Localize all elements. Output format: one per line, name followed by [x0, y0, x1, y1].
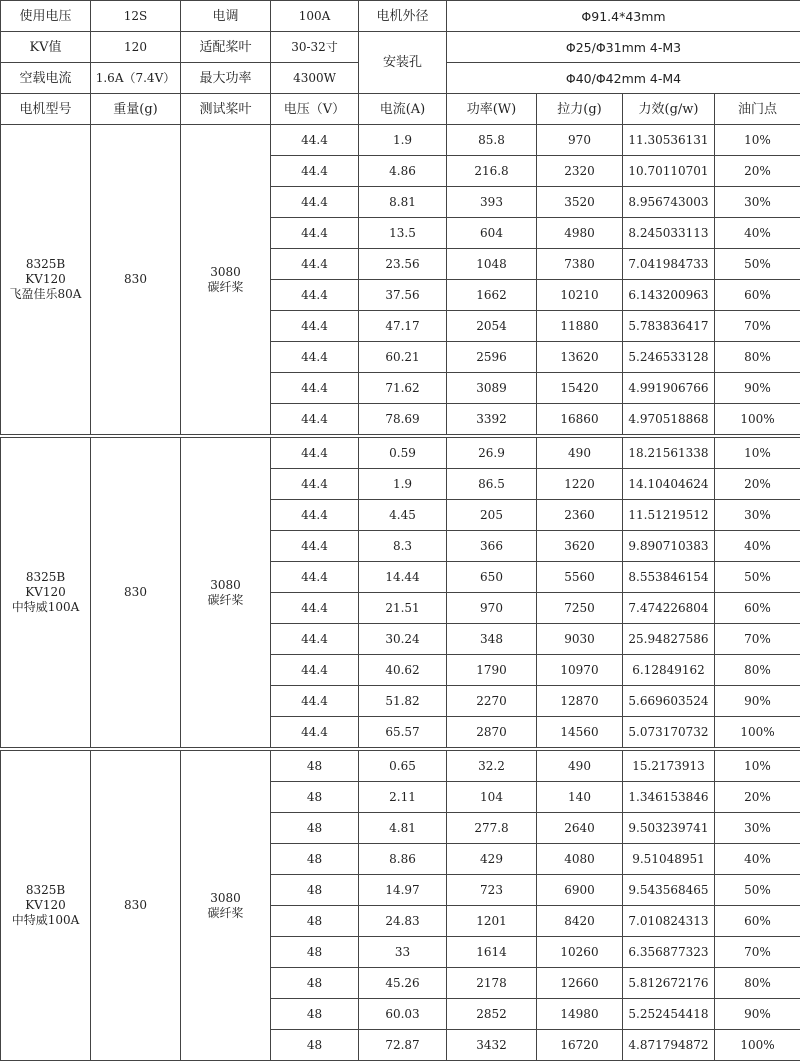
throttle-cell: 80% — [715, 655, 800, 686]
max-power-label: 最大功率 — [181, 63, 271, 94]
table-row — [1, 438, 800, 469]
thrust-cell: 490 — [537, 438, 623, 469]
voltage-cell: 48 — [271, 813, 359, 844]
prop-line: 3080 — [183, 265, 268, 280]
current-cell: 37.56 — [359, 280, 447, 311]
power-cell: 1790 — [447, 655, 537, 686]
thrust-cell: 140 — [537, 782, 623, 813]
weight-cell: 830 — [91, 751, 181, 1061]
current-cell: 21.51 — [359, 593, 447, 624]
thrust-cell: 2320 — [537, 156, 623, 187]
prop-line: 3080 — [183, 891, 268, 906]
current-cell: 24.83 — [359, 906, 447, 937]
voltage-cell: 44.4 — [271, 218, 359, 249]
efficiency-cell: 4.991906766 — [623, 373, 715, 404]
efficiency-cell: 18.21561338 — [623, 438, 715, 469]
thrust-cell: 14980 — [537, 999, 623, 1030]
power-cell: 85.8 — [447, 125, 537, 156]
col-header-throttle: 油门点 — [715, 94, 800, 125]
thrust-cell: 4980 — [537, 218, 623, 249]
power-cell: 32.2 — [447, 751, 537, 782]
throttle-cell: 40% — [715, 531, 800, 562]
thrust-cell: 3620 — [537, 531, 623, 562]
efficiency-cell: 8.956743003 — [623, 187, 715, 218]
power-cell: 1662 — [447, 280, 537, 311]
efficiency-cell: 9.543568465 — [623, 875, 715, 906]
thrust-cell: 13620 — [537, 342, 623, 373]
current-cell: 65.57 — [359, 717, 447, 748]
voltage-cell: 44.4 — [271, 438, 359, 469]
thrust-cell: 7250 — [537, 593, 623, 624]
idle-current-label: 空载电流 — [1, 63, 91, 94]
current-cell: 45.26 — [359, 968, 447, 999]
efficiency-cell: 9.890710383 — [623, 531, 715, 562]
model-line: 8325B — [3, 570, 88, 585]
throttle-cell: 10% — [715, 125, 800, 156]
throttle-cell: 50% — [715, 875, 800, 906]
power-cell: 429 — [447, 844, 537, 875]
power-cell: 2870 — [447, 717, 537, 748]
current-cell: 0.59 — [359, 438, 447, 469]
motor-size-label: 电机外径 — [359, 1, 447, 32]
spec-row-1 — [1, 1, 800, 32]
current-cell: 4.45 — [359, 500, 447, 531]
voltage-cell: 44.4 — [271, 531, 359, 562]
voltage-cell: 44.4 — [271, 187, 359, 218]
efficiency-cell: 9.503239741 — [623, 813, 715, 844]
power-cell: 2054 — [447, 311, 537, 342]
col-header-prop: 测试桨叶 — [181, 94, 271, 125]
power-cell: 216.8 — [447, 156, 537, 187]
efficiency-cell: 11.51219512 — [623, 500, 715, 531]
throttle-cell: 10% — [715, 438, 800, 469]
power-cell: 1048 — [447, 249, 537, 280]
power-cell: 205 — [447, 500, 537, 531]
current-cell: 23.56 — [359, 249, 447, 280]
thrust-cell: 3520 — [537, 187, 623, 218]
thrust-cell: 1220 — [537, 469, 623, 500]
power-cell: 723 — [447, 875, 537, 906]
current-cell: 1.9 — [359, 469, 447, 500]
throttle-cell: 60% — [715, 593, 800, 624]
current-cell: 51.82 — [359, 686, 447, 717]
prop-line: 3080 — [183, 578, 268, 593]
model-line: 飞盈佳乐80A — [3, 287, 88, 302]
efficiency-cell: 4.970518868 — [623, 404, 715, 435]
column-header-row — [1, 94, 800, 125]
efficiency-cell: 6.356877323 — [623, 937, 715, 968]
table-row — [1, 125, 800, 156]
power-cell: 348 — [447, 624, 537, 655]
voltage-cell: 48 — [271, 906, 359, 937]
current-cell: 60.21 — [359, 342, 447, 373]
prop-value: 30-32寸 — [271, 32, 359, 63]
efficiency-cell: 8.553846154 — [623, 562, 715, 593]
throttle-cell: 30% — [715, 187, 800, 218]
voltage-cell: 48 — [271, 875, 359, 906]
prop-line: 碳纤桨 — [183, 906, 268, 921]
col-header-power: 功率(W) — [447, 94, 537, 125]
throttle-cell: 60% — [715, 280, 800, 311]
voltage-cell: 44.4 — [271, 686, 359, 717]
throttle-cell: 80% — [715, 342, 800, 373]
model-cell — [1, 751, 91, 1061]
efficiency-cell: 6.143200963 — [623, 280, 715, 311]
weight-cell: 830 — [91, 438, 181, 748]
throttle-cell: 90% — [715, 686, 800, 717]
voltage-cell: 44.4 — [271, 280, 359, 311]
throttle-cell: 20% — [715, 156, 800, 187]
current-cell: 13.5 — [359, 218, 447, 249]
current-cell: 71.62 — [359, 373, 447, 404]
model-line: KV120 — [3, 272, 88, 287]
voltage-cell: 44.4 — [271, 562, 359, 593]
voltage-cell: 48 — [271, 782, 359, 813]
power-cell: 277.8 — [447, 813, 537, 844]
efficiency-cell: 7.474226804 — [623, 593, 715, 624]
power-cell: 86.5 — [447, 469, 537, 500]
power-cell: 1614 — [447, 937, 537, 968]
current-cell: 1.9 — [359, 125, 447, 156]
voltage-cell: 44.4 — [271, 249, 359, 280]
thrust-cell: 4080 — [537, 844, 623, 875]
col-header-model: 电机型号 — [1, 94, 91, 125]
current-cell: 8.3 — [359, 531, 447, 562]
throttle-cell: 70% — [715, 624, 800, 655]
motor-size-value: Φ91.4*43mm — [447, 1, 800, 32]
esc-value: 100A — [271, 1, 359, 32]
thrust-cell: 8420 — [537, 906, 623, 937]
voltage-cell: 48 — [271, 751, 359, 782]
voltage-cell: 44.4 — [271, 593, 359, 624]
prop-cell — [181, 438, 271, 748]
model-cell — [1, 438, 91, 748]
throttle-cell: 90% — [715, 373, 800, 404]
voltage-value: 12S — [91, 1, 181, 32]
current-cell: 4.81 — [359, 813, 447, 844]
col-header-current: 电流(A) — [359, 94, 447, 125]
throttle-cell: 100% — [715, 404, 800, 435]
power-cell: 104 — [447, 782, 537, 813]
efficiency-cell: 6.12849162 — [623, 655, 715, 686]
efficiency-cell: 5.252454418 — [623, 999, 715, 1030]
model-line: 中特威100A — [3, 600, 88, 615]
efficiency-cell: 14.10404624 — [623, 469, 715, 500]
esc-label: 电调 — [181, 1, 271, 32]
throttle-cell: 40% — [715, 844, 800, 875]
model-line: 中特威100A — [3, 913, 88, 928]
power-cell: 2270 — [447, 686, 537, 717]
voltage-cell: 44.4 — [271, 125, 359, 156]
power-cell: 604 — [447, 218, 537, 249]
col-header-weight: 重量(g) — [91, 94, 181, 125]
thrust-cell: 2640 — [537, 813, 623, 844]
thrust-cell: 16860 — [537, 404, 623, 435]
prop-line: 碳纤桨 — [183, 593, 268, 608]
efficiency-cell: 7.041984733 — [623, 249, 715, 280]
throttle-cell: 20% — [715, 782, 800, 813]
current-cell: 8.86 — [359, 844, 447, 875]
voltage-cell: 44.4 — [271, 500, 359, 531]
thrust-cell: 14560 — [537, 717, 623, 748]
thrust-cell: 9030 — [537, 624, 623, 655]
prop-label: 适配桨叶 — [181, 32, 271, 63]
col-header-thrust: 拉力(g) — [537, 94, 623, 125]
voltage-cell: 44.4 — [271, 624, 359, 655]
idle-current-value: 1.6A（7.4V） — [91, 63, 181, 94]
efficiency-cell: 5.783836417 — [623, 311, 715, 342]
voltage-cell: 44.4 — [271, 311, 359, 342]
model-line: 8325B — [3, 257, 88, 272]
efficiency-cell: 8.245033113 — [623, 218, 715, 249]
efficiency-cell: 9.51048951 — [623, 844, 715, 875]
thrust-cell: 2360 — [537, 500, 623, 531]
mount-value-1: Φ25/Φ31mm 4-M3 — [447, 32, 800, 63]
power-cell: 3089 — [447, 373, 537, 404]
thrust-cell: 10260 — [537, 937, 623, 968]
power-cell: 650 — [447, 562, 537, 593]
thrust-cell: 7380 — [537, 249, 623, 280]
model-cell — [1, 125, 91, 435]
efficiency-cell: 5.073170732 — [623, 717, 715, 748]
thrust-cell: 10210 — [537, 280, 623, 311]
current-cell: 33 — [359, 937, 447, 968]
throttle-cell: 20% — [715, 469, 800, 500]
model-line: KV120 — [3, 898, 88, 913]
model-line: KV120 — [3, 585, 88, 600]
efficiency-cell: 5.246533128 — [623, 342, 715, 373]
current-cell: 2.11 — [359, 782, 447, 813]
voltage-cell: 48 — [271, 968, 359, 999]
col-header-voltage: 电压（V） — [271, 94, 359, 125]
throttle-cell: 30% — [715, 500, 800, 531]
power-cell: 366 — [447, 531, 537, 562]
mount-value-2: Φ40/Φ42mm 4-M4 — [447, 63, 800, 94]
voltage-cell: 44.4 — [271, 342, 359, 373]
mount-label: 安装孔 — [359, 32, 447, 94]
efficiency-cell: 5.812672176 — [623, 968, 715, 999]
efficiency-cell: 25.94827586 — [623, 624, 715, 655]
voltage-cell: 48 — [271, 937, 359, 968]
power-cell: 3432 — [447, 1030, 537, 1061]
efficiency-cell: 15.2173913 — [623, 751, 715, 782]
table-row — [1, 751, 800, 782]
thrust-cell: 10970 — [537, 655, 623, 686]
spec-row-2 — [1, 32, 800, 63]
current-cell: 47.17 — [359, 311, 447, 342]
thrust-cell: 16720 — [537, 1030, 623, 1061]
current-cell: 72.87 — [359, 1030, 447, 1061]
voltage-cell: 44.4 — [271, 373, 359, 404]
voltage-cell: 48 — [271, 1030, 359, 1061]
voltage-cell: 48 — [271, 844, 359, 875]
weight-cell: 830 — [91, 125, 181, 435]
power-cell: 2178 — [447, 968, 537, 999]
throttle-cell: 100% — [715, 1030, 800, 1061]
col-header-efficiency: 力效(g/w) — [623, 94, 715, 125]
thrust-cell: 11880 — [537, 311, 623, 342]
efficiency-cell: 1.346153846 — [623, 782, 715, 813]
kv-label: KV值 — [1, 32, 91, 63]
throttle-cell: 50% — [715, 562, 800, 593]
thrust-cell: 970 — [537, 125, 623, 156]
thrust-cell: 15420 — [537, 373, 623, 404]
voltage-cell: 44.4 — [271, 655, 359, 686]
current-cell: 60.03 — [359, 999, 447, 1030]
power-cell: 2596 — [447, 342, 537, 373]
voltage-label: 使用电压 — [1, 1, 91, 32]
current-cell: 4.86 — [359, 156, 447, 187]
prop-cell — [181, 751, 271, 1061]
efficiency-cell: 5.669603524 — [623, 686, 715, 717]
voltage-cell: 44.4 — [271, 156, 359, 187]
throttle-cell: 40% — [715, 218, 800, 249]
current-cell: 14.44 — [359, 562, 447, 593]
throttle-cell: 70% — [715, 937, 800, 968]
throttle-cell: 70% — [715, 311, 800, 342]
model-line: 8325B — [3, 883, 88, 898]
kv-value: 120 — [91, 32, 181, 63]
current-cell: 40.62 — [359, 655, 447, 686]
current-cell: 78.69 — [359, 404, 447, 435]
throttle-cell: 60% — [715, 906, 800, 937]
prop-line: 碳纤桨 — [183, 280, 268, 295]
power-cell: 3392 — [447, 404, 537, 435]
efficiency-cell: 4.871794872 — [623, 1030, 715, 1061]
thrust-cell: 5560 — [537, 562, 623, 593]
throttle-cell: 30% — [715, 813, 800, 844]
efficiency-cell: 7.010824313 — [623, 906, 715, 937]
voltage-cell: 48 — [271, 999, 359, 1030]
throttle-cell: 90% — [715, 999, 800, 1030]
thrust-cell: 12660 — [537, 968, 623, 999]
power-cell: 26.9 — [447, 438, 537, 469]
power-cell: 970 — [447, 593, 537, 624]
efficiency-cell: 10.70110701 — [623, 156, 715, 187]
power-cell: 393 — [447, 187, 537, 218]
throttle-cell: 50% — [715, 249, 800, 280]
efficiency-cell: 11.30536131 — [623, 125, 715, 156]
thrust-cell: 490 — [537, 751, 623, 782]
throttle-cell: 100% — [715, 717, 800, 748]
current-cell: 0.65 — [359, 751, 447, 782]
thrust-cell: 12870 — [537, 686, 623, 717]
power-cell: 1201 — [447, 906, 537, 937]
thrust-cell: 6900 — [537, 875, 623, 906]
voltage-cell: 44.4 — [271, 717, 359, 748]
prop-cell — [181, 125, 271, 435]
voltage-cell: 44.4 — [271, 404, 359, 435]
throttle-cell: 10% — [715, 751, 800, 782]
voltage-cell: 44.4 — [271, 469, 359, 500]
max-power-value: 4300W — [271, 63, 359, 94]
current-cell: 30.24 — [359, 624, 447, 655]
current-cell: 14.97 — [359, 875, 447, 906]
throttle-cell: 80% — [715, 968, 800, 999]
current-cell: 8.81 — [359, 187, 447, 218]
power-cell: 2852 — [447, 999, 537, 1030]
